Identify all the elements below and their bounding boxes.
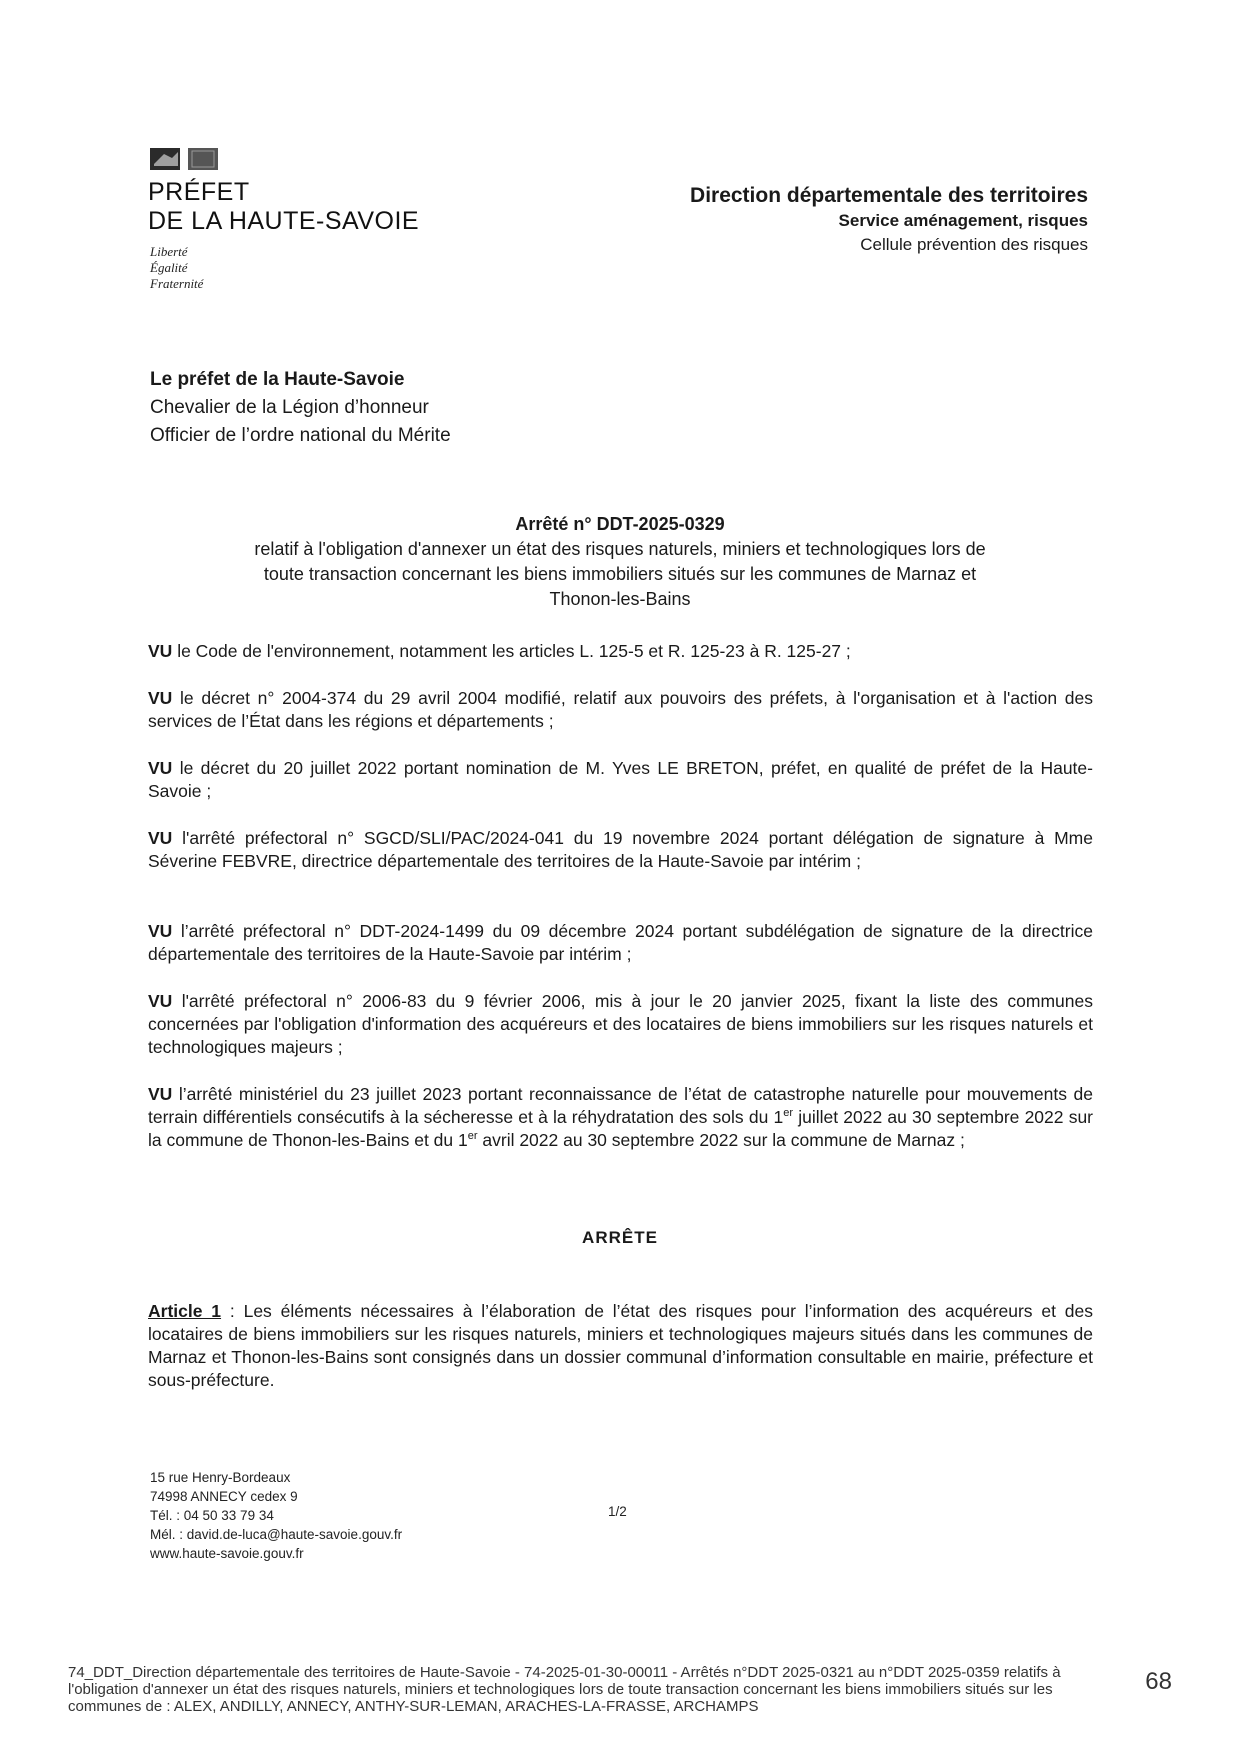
vu-label: VU [148,1084,173,1104]
vu-clause [148,990,1093,1059]
vu-text: l’arrêté ministériel du 23 juillet 2023 portant reconnaissance de l’état de catastrophe naturelle pour mouvements de terrain différentiels consécutifs à la sécheresse et à la réhydratation des sols du 1 [148,1084,1093,1127]
vu-text: l'arrêté préfectoral n° 2006-83 du 9 février 2006, mis à jour le 20 janvier 2025, fixant la liste des communes concernées par l'obligation d'information des acquéreurs et des locataires de biens immobiliers sur les risques naturels et technologiques majeurs ; [148,991,1093,1057]
direction-name: Direction départementale des territoires [690,184,1088,207]
superscript: er [467,1130,478,1143]
vu-clause-catastrophe [148,1083,1093,1152]
prefet-title: Le préfet de la Haute-Savoie [150,369,405,390]
cellule-name: Cellule prévention des risques [860,235,1088,254]
vu-clause [148,827,1093,873]
vu-clause [148,757,1093,803]
arrete-number: Arrêté n° DDT-2025-0329 [515,514,725,534]
issuing-direction [690,183,1088,257]
address-phone: Tél. : 04 50 33 79 34 [150,1508,274,1523]
prefet-distinction-1: Chevalier de la Légion d’honneur [150,397,429,418]
prefet-distinction-2: Officier de l’ordre national du Mérite [150,425,451,446]
article-1-label: Article 1 [148,1301,222,1321]
vu-label: VU [148,641,173,661]
arrete-heading [140,512,1100,612]
vu-text: juillet 2022 au 30 septembre 2022 sur la commune de Thonon-les-Bains et du 1 [148,1107,1094,1150]
page-indicator: 1/2 [608,1504,627,1519]
address-city: 74998 ANNECY cedex 9 [150,1489,298,1504]
republic-motto [150,244,203,292]
vu-text: l'arrêté préfectoral n° SGCD/SLI/PAC/2024-041 du 19 novembre 2024 portant délégation de signature à Mme Séverine FEBVRE, directrice départementale des territoires de la Haute-Savoie par intérim ; [148,828,1093,871]
motto-liberte: Liberté [150,244,188,259]
page-number: 68 [1145,1668,1172,1695]
vu-clause [148,640,1093,663]
arrete-subject-line1: relatif à l'obligation d'annexer un état des risques naturels, miniers et technologiques lors de [254,539,986,559]
arrete-subject-line2: toute transaction concernant les biens immobiliers situés sur les communes de Marnaz et [263,564,977,584]
vu-text: le décret n° 2004-374 du 29 avril 2004 modifié, relatif aux pouvoirs des préfets, à l'organisation et à l'action des services de l’État dans les régions et départements ; [148,688,1093,731]
vu-text: avril 2022 au 30 septembre 2022 sur la commune de Marnaz ; [477,1130,965,1150]
service-name: Service aménagement, risques [838,211,1088,230]
footer-reference: 74_DDT_Direction départementale des territoires de Haute-Savoie - 74-2025-01-30-00011 - Arrêtés n°DDT 2025-0321 au n°DDT 2025-0359 relatifs à l'obligation d'annexer un état des risques naturels, miniers et technologiques lors de toute transaction concernant les biens immobiliers situés sur les communes de : ALEX, ANDILLY, ANNECY, ANTHY-SUR-LEMAN, ARACHES-LA-FRASSE, ARCHAMPS [68,1664,1061,1715]
prefet-logo-title [148,178,419,236]
article-1 [148,1300,1093,1392]
address-website: www.haute-savoie.gouv.fr [150,1546,304,1561]
vu-label: VU [148,758,173,778]
contact-address [150,1468,402,1563]
vu-label: VU [148,688,173,708]
vu-label: VU [148,828,173,848]
article-1-text: : Les éléments nécessaires à l’élaboration de l’état des risques pour l’information des acquéreurs et des locataires de biens immobiliers sur les risques naturels, miniers et technologiques majeurs situés dans les communes de Marnaz et Thonon-les-Bains sont consignés dans un dossier communal d’information consultable en mairie, préfecture et sous-préfecture. [148,1301,1094,1390]
marianne-logo [150,148,222,170]
logo-title-line1: PRÉFET [148,178,250,206]
address-email: Mél. : david.de-luca@haute-savoie.gouv.fr [150,1527,403,1542]
vu-label: VU [148,921,173,941]
prefet-identity [150,366,451,450]
address-street: 15 rue Henry-Bordeaux [150,1470,291,1485]
vu-clause [148,920,1093,966]
vu-text: le décret du 20 juillet 2022 portant nomination de M. Yves LE BRETON, préfet, en qualité de préfet de la Haute-Savoie ; [148,758,1093,801]
superscript: er [783,1107,794,1120]
motto-fraternite: Fraternité [150,276,204,291]
arrete-subject-line3: Thonon-les-Bains [549,589,691,609]
logo-title-line2: DE LA HAUTE-SAVOIE [148,207,420,235]
vu-label: VU [148,991,173,1011]
vu-text: le Code de l'environnement, notamment les articles L. 125-5 et R. 125-23 à R. 125-27 ; [177,641,851,661]
decision-title: ARRÊTE [582,1228,658,1247]
vu-text: l’arrêté préfectoral n° DDT-2024-1499 du 09 décembre 2024 portant subdélégation de signature de la directrice départementale des territoires de la Haute-Savoie par intérim ; [148,921,1093,964]
vu-clause [148,687,1093,733]
motto-egalite: Égalité [150,260,188,275]
